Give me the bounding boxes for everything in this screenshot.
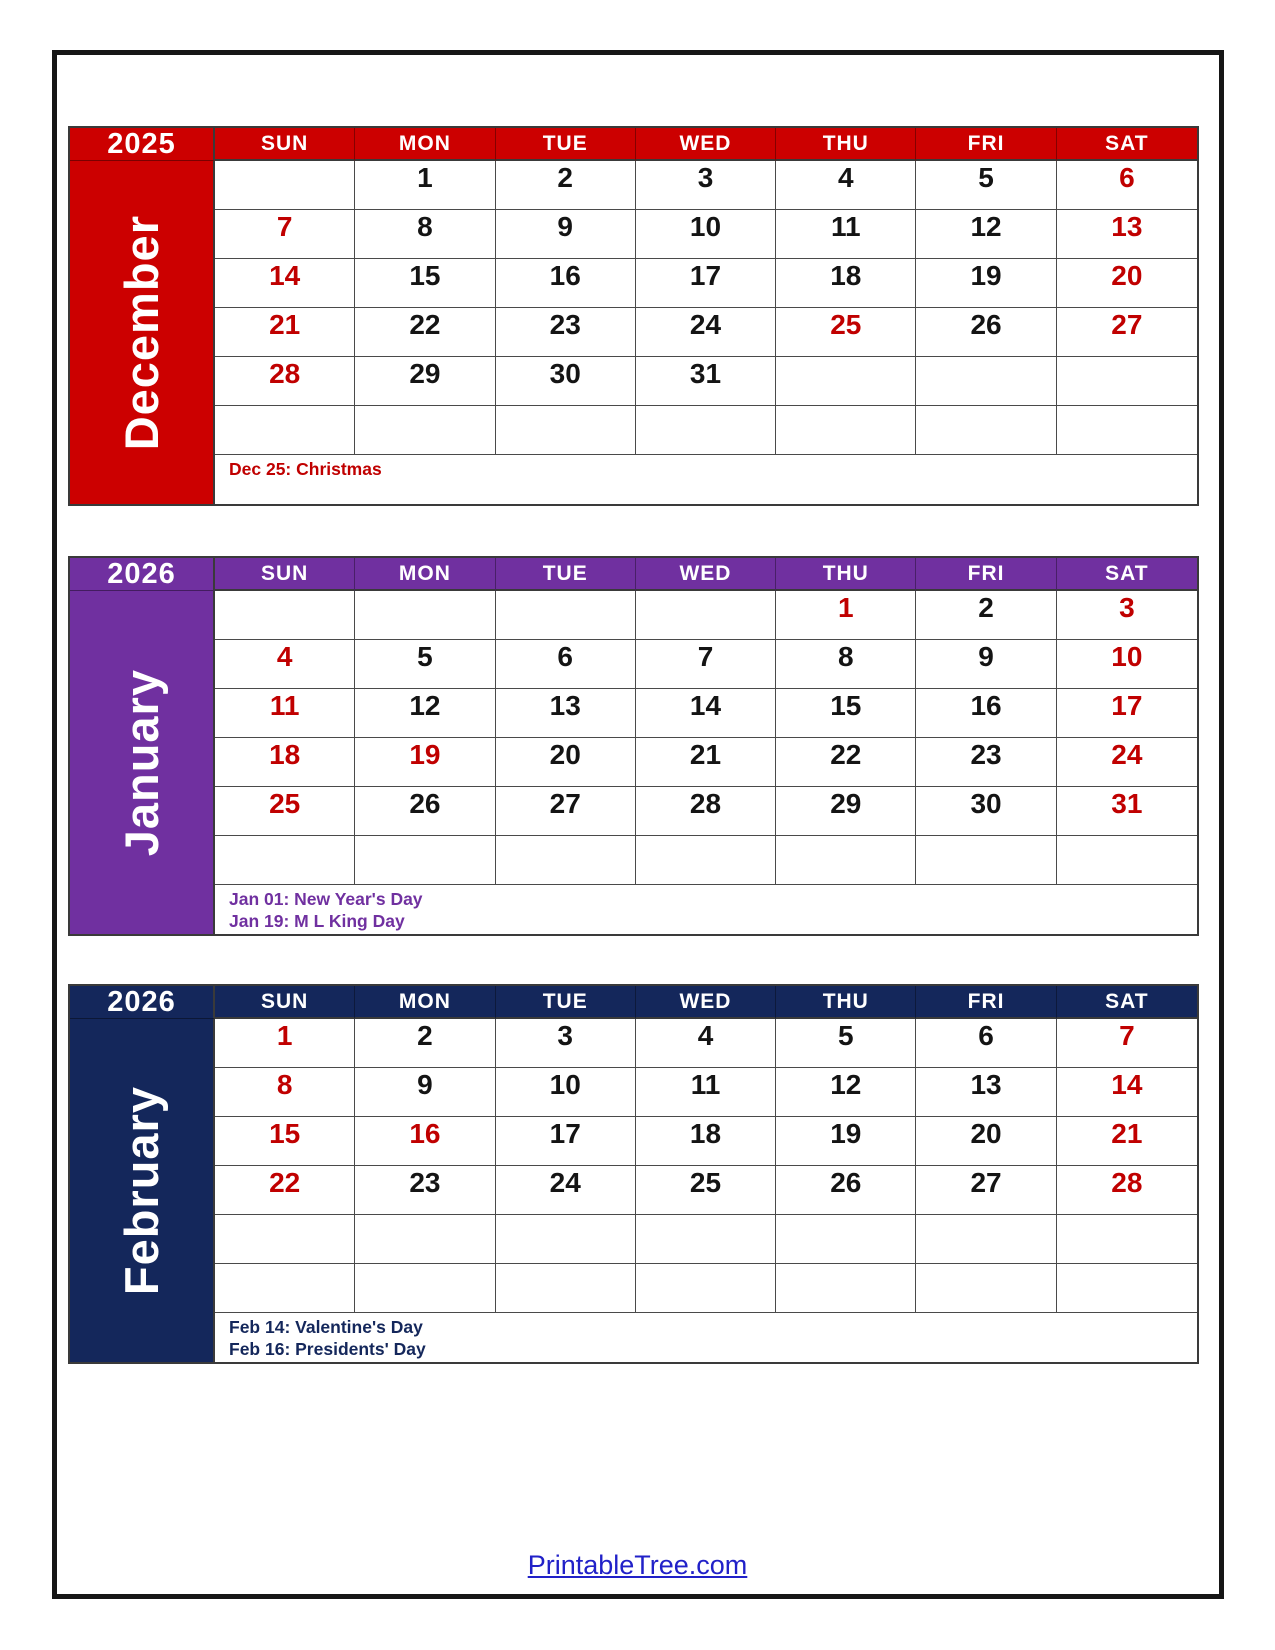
- date-number: 25: [830, 309, 862, 340]
- day-header-sun: SUN: [215, 986, 355, 1019]
- date-number: 8: [417, 211, 433, 242]
- date-cell: [776, 210, 916, 259]
- date-number: 3: [1119, 592, 1135, 623]
- date-cell: [496, 738, 636, 787]
- date-number: 23: [970, 739, 1002, 770]
- date-number: 5: [417, 641, 433, 672]
- date-cell: [355, 210, 495, 259]
- date-cell: [636, 308, 776, 357]
- date-cell: [496, 1166, 636, 1215]
- date-number: 29: [830, 788, 862, 819]
- date-cell: [215, 1166, 355, 1215]
- date-cell: [355, 308, 495, 357]
- month-name-label: January: [115, 668, 168, 857]
- date-number: 31: [689, 358, 722, 389]
- day-header-sun: SUN: [215, 128, 355, 161]
- date-number: 30: [549, 358, 581, 389]
- date-number: 27: [549, 788, 581, 819]
- date-number: 7: [1119, 1020, 1135, 1051]
- month-block-december: [68, 126, 1199, 506]
- date-cell: [496, 836, 636, 885]
- date-number: 8: [276, 1069, 293, 1100]
- date-cell: [916, 640, 1056, 689]
- date-cell: [636, 406, 776, 455]
- date-number: 9: [978, 641, 994, 672]
- date-number: 21: [269, 309, 301, 340]
- date-number: 20: [1111, 260, 1143, 291]
- date-cell: [916, 406, 1056, 455]
- date-number: 29: [409, 358, 441, 389]
- date-cell: [636, 787, 776, 836]
- date-cell: [636, 738, 776, 787]
- date-cell: [215, 738, 355, 787]
- date-cell: [215, 787, 355, 836]
- date-cell: [636, 591, 776, 640]
- date-cell: [636, 1068, 776, 1117]
- date-cell: [916, 1068, 1056, 1117]
- date-cell: [215, 1264, 355, 1313]
- date-cell: [636, 357, 776, 406]
- date-cell: [636, 1264, 776, 1313]
- date-cell: [355, 787, 495, 836]
- date-cell: [1057, 259, 1197, 308]
- date-number: 4: [276, 641, 293, 672]
- date-cell: [355, 640, 495, 689]
- date-cell: [916, 357, 1056, 406]
- date-number: 24: [1111, 739, 1143, 770]
- date-cell: [1057, 1264, 1197, 1313]
- date-cell: [496, 689, 636, 738]
- date-number: 15: [409, 260, 441, 291]
- month-block-january: [68, 556, 1199, 936]
- date-number: 15: [269, 1118, 301, 1149]
- date-cell: [215, 357, 355, 406]
- day-header-mon: MON: [355, 128, 495, 161]
- date-cell: [1057, 787, 1197, 836]
- holiday-notes: [215, 1313, 1197, 1362]
- date-cell: [1057, 1068, 1197, 1117]
- date-cell: [215, 308, 355, 357]
- date-number: 26: [970, 309, 1002, 340]
- date-number: 15: [830, 690, 862, 721]
- day-header-tue: TUE: [496, 128, 636, 161]
- date-number: 16: [409, 1118, 441, 1149]
- day-header-tue: TUE: [496, 986, 636, 1019]
- date-cell: [1057, 406, 1197, 455]
- date-cell: [776, 308, 916, 357]
- date-cell: [776, 640, 916, 689]
- date-number: 6: [557, 641, 573, 672]
- date-number: 14: [1111, 1069, 1143, 1100]
- date-number: 17: [1111, 690, 1143, 721]
- date-number: 12: [409, 690, 441, 721]
- date-cell: [1057, 836, 1197, 885]
- date-number: 17: [689, 260, 722, 291]
- month-name-band: [70, 591, 215, 934]
- date-cell: [916, 259, 1056, 308]
- printabletree-link[interactable]: PrintableTree.com: [527, 1550, 748, 1580]
- date-number: 4: [837, 162, 854, 193]
- date-cell: [1057, 161, 1197, 210]
- date-number: 12: [970, 211, 1002, 242]
- date-cell: [355, 406, 495, 455]
- date-cell: [776, 836, 916, 885]
- date-cell: [215, 1068, 355, 1117]
- date-cell: [636, 1019, 776, 1068]
- date-number: 20: [970, 1118, 1002, 1149]
- date-cell: [916, 1117, 1056, 1166]
- date-cell: [636, 161, 776, 210]
- date-cell: [916, 308, 1056, 357]
- date-number: 11: [830, 211, 861, 242]
- date-cell: [215, 591, 355, 640]
- year-label: 2025: [70, 128, 215, 161]
- date-cell: [776, 738, 916, 787]
- day-header-fri: FRI: [916, 128, 1056, 161]
- holiday-note-line: Dec 25: Christmas: [229, 459, 382, 479]
- date-number: 22: [409, 309, 441, 340]
- month-name-label: February: [115, 1085, 168, 1296]
- date-number: 25: [269, 788, 301, 819]
- date-number: 16: [549, 260, 581, 291]
- day-header-thu: THU: [776, 558, 916, 591]
- date-number: 28: [689, 788, 722, 819]
- holiday-notes: [215, 885, 1197, 934]
- date-number: 2: [557, 162, 573, 193]
- date-cell: [1057, 591, 1197, 640]
- date-number: 12: [830, 1069, 862, 1100]
- date-number: 5: [978, 162, 994, 193]
- date-cell: [916, 836, 1056, 885]
- date-cell: [776, 406, 916, 455]
- date-cell: [916, 1019, 1056, 1068]
- day-header-wed: WED: [636, 986, 776, 1019]
- day-header-wed: WED: [636, 128, 776, 161]
- date-cell: [916, 1166, 1056, 1215]
- date-cell: [496, 1264, 636, 1313]
- date-cell: [496, 1215, 636, 1264]
- date-number: 31: [1111, 788, 1143, 819]
- date-cell: [355, 738, 495, 787]
- month-name-label: December: [115, 214, 168, 451]
- holiday-note-line: Jan 01: New Year's Day: [229, 889, 423, 909]
- date-number: 6: [978, 1020, 994, 1051]
- date-cell: [496, 640, 636, 689]
- date-cell: [215, 161, 355, 210]
- year-label: 2026: [70, 986, 215, 1019]
- date-cell: [496, 161, 636, 210]
- date-cell: [776, 1166, 916, 1215]
- date-cell: [1057, 357, 1197, 406]
- date-number: 19: [970, 260, 1002, 291]
- date-cell: [355, 836, 495, 885]
- date-number: 1: [417, 162, 433, 193]
- date-cell: [636, 1117, 776, 1166]
- day-header-sun: SUN: [215, 558, 355, 591]
- date-number: 16: [970, 690, 1002, 721]
- date-number: 5: [837, 1020, 854, 1051]
- date-number: 10: [1111, 641, 1143, 672]
- date-cell: [776, 1215, 916, 1264]
- holiday-notes: [215, 455, 1197, 504]
- holiday-note-line: Jan 19: M L King Day: [229, 911, 405, 931]
- date-cell: [1057, 210, 1197, 259]
- date-number: 22: [830, 739, 862, 770]
- date-cell: [355, 1019, 495, 1068]
- date-number: 14: [689, 690, 722, 721]
- day-header-sat: SAT: [1057, 128, 1197, 161]
- date-cell: [916, 1264, 1056, 1313]
- date-cell: [916, 689, 1056, 738]
- date-cell: [776, 1068, 916, 1117]
- date-number: 6: [1119, 162, 1135, 193]
- date-cell: [215, 406, 355, 455]
- date-number: 27: [1111, 309, 1143, 340]
- date-number: 18: [269, 739, 301, 770]
- day-header-fri: FRI: [916, 986, 1056, 1019]
- date-number: 19: [830, 1118, 862, 1149]
- date-number: 13: [549, 690, 581, 721]
- date-cell: [496, 210, 636, 259]
- date-cell: [215, 1117, 355, 1166]
- date-number: 11: [269, 690, 300, 721]
- date-cell: [215, 640, 355, 689]
- date-cell: [1057, 1215, 1197, 1264]
- date-cell: [496, 1019, 636, 1068]
- date-number: 1: [276, 1020, 293, 1051]
- date-cell: [496, 787, 636, 836]
- date-cell: [1057, 1117, 1197, 1166]
- date-number: 28: [269, 358, 301, 389]
- date-number: 27: [970, 1167, 1002, 1198]
- date-cell: [496, 1068, 636, 1117]
- date-cell: [355, 357, 495, 406]
- holiday-note-line: Feb 14: Valentine's Day: [229, 1317, 423, 1337]
- date-number: 13: [970, 1069, 1002, 1100]
- date-cell: [776, 1117, 916, 1166]
- date-number: 7: [276, 211, 293, 242]
- date-number: 9: [557, 211, 573, 242]
- date-cell: [1057, 689, 1197, 738]
- date-cell: [776, 259, 916, 308]
- date-cell: [496, 259, 636, 308]
- date-number: 23: [549, 309, 581, 340]
- day-header-mon: MON: [355, 986, 495, 1019]
- date-cell: [496, 406, 636, 455]
- date-cell: [355, 259, 495, 308]
- date-cell: [1057, 1019, 1197, 1068]
- date-cell: [496, 308, 636, 357]
- date-cell: [776, 1019, 916, 1068]
- holiday-note-line: Feb 16: Presidents' Day: [229, 1339, 426, 1359]
- date-number: 26: [409, 788, 441, 819]
- day-header-sat: SAT: [1057, 558, 1197, 591]
- date-cell: [215, 210, 355, 259]
- day-header-thu: THU: [776, 986, 916, 1019]
- date-cell: [355, 1068, 495, 1117]
- month-name-band: [70, 161, 215, 504]
- date-number: 23: [409, 1167, 441, 1198]
- date-number: 30: [970, 788, 1002, 819]
- date-cell: [776, 357, 916, 406]
- date-cell: [355, 1117, 495, 1166]
- date-cell: [1057, 640, 1197, 689]
- date-number: 10: [689, 211, 722, 242]
- date-number: 21: [1111, 1118, 1143, 1149]
- date-cell: [636, 1166, 776, 1215]
- date-number: 18: [830, 260, 862, 291]
- date-cell: [916, 161, 1056, 210]
- date-number: 2: [417, 1020, 433, 1051]
- day-header-sat: SAT: [1057, 986, 1197, 1019]
- date-number: 19: [409, 739, 441, 770]
- date-cell: [636, 210, 776, 259]
- date-cell: [776, 689, 916, 738]
- date-cell: [636, 259, 776, 308]
- date-number: 1: [837, 592, 854, 623]
- date-number: 4: [697, 1020, 714, 1051]
- date-cell: [636, 640, 776, 689]
- date-number: 26: [830, 1167, 862, 1198]
- date-cell: [355, 1166, 495, 1215]
- date-number: 9: [417, 1069, 433, 1100]
- date-cell: [776, 787, 916, 836]
- date-number: 21: [689, 739, 722, 770]
- date-cell: [636, 836, 776, 885]
- date-number: 20: [549, 739, 581, 770]
- date-number: 17: [549, 1118, 581, 1149]
- day-header-tue: TUE: [496, 558, 636, 591]
- date-number: 7: [697, 641, 714, 672]
- date-cell: [1057, 738, 1197, 787]
- date-cell: [355, 1264, 495, 1313]
- date-number: 24: [549, 1167, 581, 1198]
- date-cell: [916, 1215, 1056, 1264]
- date-cell: [215, 689, 355, 738]
- year-label: 2026: [70, 558, 215, 591]
- date-cell: [215, 1215, 355, 1264]
- date-cell: [355, 161, 495, 210]
- date-number: 18: [689, 1118, 722, 1149]
- date-cell: [496, 591, 636, 640]
- date-cell: [215, 836, 355, 885]
- date-number: 28: [1111, 1167, 1143, 1198]
- day-header-thu: THU: [776, 128, 916, 161]
- month-name-band: [70, 1019, 215, 1362]
- date-cell: [916, 210, 1056, 259]
- date-cell: [1057, 1166, 1197, 1215]
- date-number: 11: [690, 1069, 721, 1100]
- date-number: 25: [689, 1167, 722, 1198]
- date-cell: [916, 591, 1056, 640]
- date-number: 10: [549, 1069, 581, 1100]
- day-header-mon: MON: [355, 558, 495, 591]
- date-cell: [636, 1215, 776, 1264]
- date-cell: [215, 259, 355, 308]
- date-cell: [776, 591, 916, 640]
- date-number: 22: [269, 1167, 301, 1198]
- date-cell: [355, 1215, 495, 1264]
- date-cell: [916, 787, 1056, 836]
- date-cell: [355, 591, 495, 640]
- date-number: 3: [697, 162, 714, 193]
- date-number: 14: [269, 260, 301, 291]
- date-cell: [496, 357, 636, 406]
- day-header-wed: WED: [636, 558, 776, 591]
- date-number: 3: [557, 1020, 573, 1051]
- date-cell: [496, 1117, 636, 1166]
- date-cell: [636, 689, 776, 738]
- date-number: 24: [689, 309, 722, 340]
- date-cell: [1057, 308, 1197, 357]
- date-number: 13: [1111, 211, 1143, 242]
- date-cell: [916, 738, 1056, 787]
- date-cell: [215, 1019, 355, 1068]
- date-cell: [776, 161, 916, 210]
- date-cell: [776, 1264, 916, 1313]
- month-block-february: [68, 984, 1199, 1364]
- date-number: 8: [837, 641, 854, 672]
- date-cell: [355, 689, 495, 738]
- day-header-fri: FRI: [916, 558, 1056, 591]
- date-number: 2: [978, 592, 994, 623]
